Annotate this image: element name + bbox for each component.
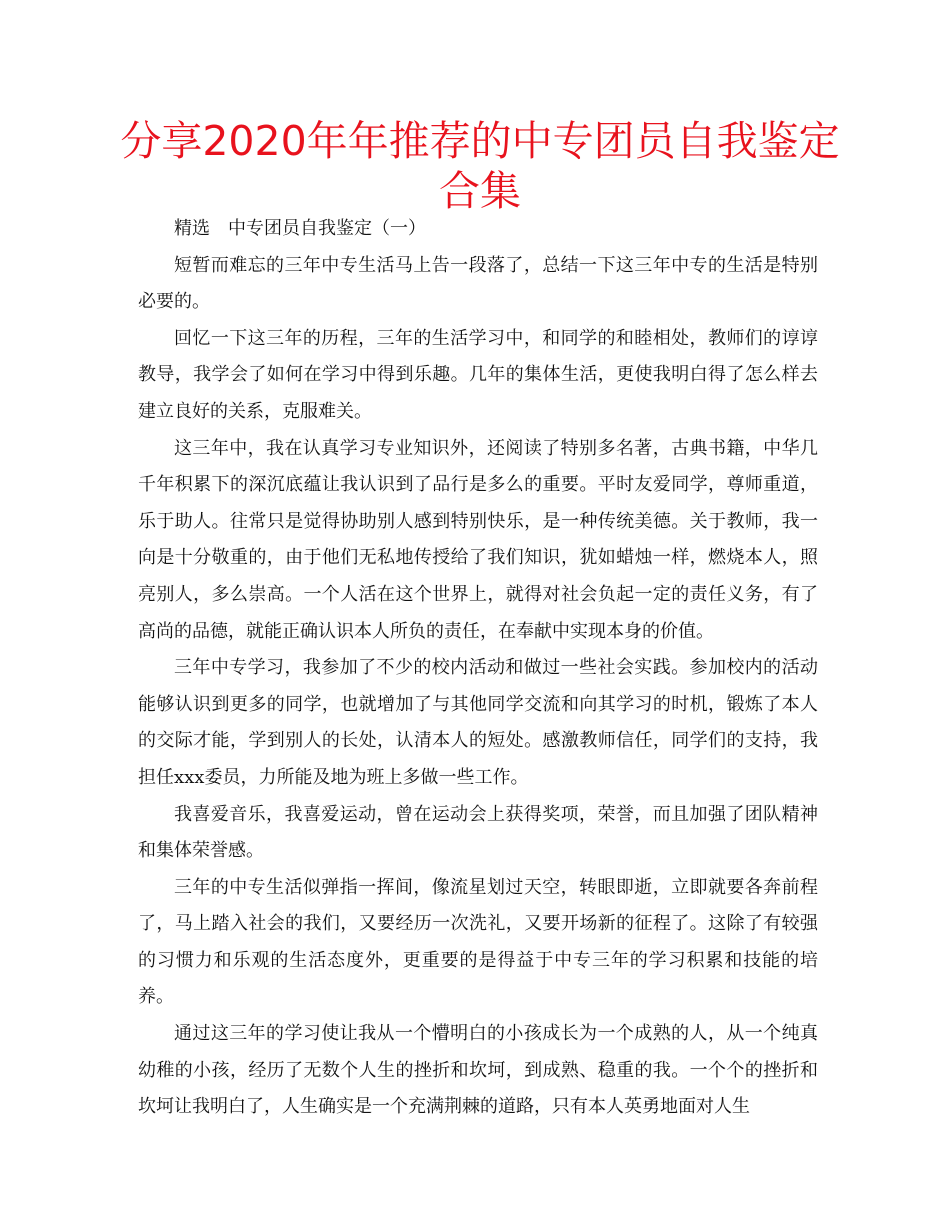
paragraph-2: 回忆一下这三年的历程，三年的生活学习中，和同学的和睦相处，教师们的谆谆教导，我学会了如何在学习中得到乐趣。几年的集体生活，更使我明白得了怎么样去建立良好的关系，克服难关。	[138, 327, 818, 422]
paragraph-1: 短暂而难忘的三年中专生活马上告一段落了，总结一下这三年中专的生活是特别必要的。	[138, 254, 818, 313]
document-title: 分享2020年年推荐的中专团员自我鉴定合集	[120, 117, 840, 215]
document-body	[138, 211, 818, 1126]
paragraph-6: 三年的中专生活似弹指一挥间，像流星划过天空，转眼即逝，立即就要各奔前程了，马上踏入社会的我们，又要经历一次洗礼，又要开场新的征程了。这除了有较强的习惯力和乐观的生活态度外，更重要的是得益于中专三年的学习积累和技能的培养。	[138, 876, 818, 1008]
paragraph-5: 我喜爱音乐，我喜爱运动，曾在运动会上获得奖项，荣誉，而且加强了团队精神和集体荣誉感。	[138, 803, 818, 862]
paragraph-4: 三年中专学习，我参加了不少的校内活动和做过一些社会实践。参加校内的活动能够认识到更多的同学，也就增加了与其他同学交流和向其学习的时机，锻炼了本人的交际才能，学到别人的长处，认清本人的短处。感激教师信任，同学们的支持，我担任xxx委员，力所能及地为班上多做一些工作。	[138, 657, 818, 788]
section-heading: 精选 中专团员自我鉴定（一）	[174, 218, 426, 239]
paragraph-7: 通过这三年的学习使让我从一个懵明白的小孩成长为一个成熟的人，从一个纯真幼稚的小孩，经历了无数个人生的挫折和坎坷，到成熟、稳重的我。一个个的挫折和坎坷让我明白了，人生确实是一个充满荆棘的道路，只有本人英勇地面对人生	[138, 1023, 818, 1118]
paragraph-3: 这三年中，我在认真学习专业知识外，还阅读了特别多名著，古典书籍，中华几千年积累下的深沉底蕴让我认识到了品行是多么的重要。平时友爱同学，尊师重道，乐于助人。往常只是觉得协助别人感到特别快乐，是一种传统美德。关于教师，我一向是十分敬重的，由于他们无私地传授给了我们知识，犹如蜡烛一样，燃烧本人，照亮别人，多么崇高。一个人活在这个世界上，就得对社会负起一定的责任义务，有了高尚的品德，就能正确认识本人所负的责任，在奉献中实现本身的价值。	[138, 437, 818, 642]
